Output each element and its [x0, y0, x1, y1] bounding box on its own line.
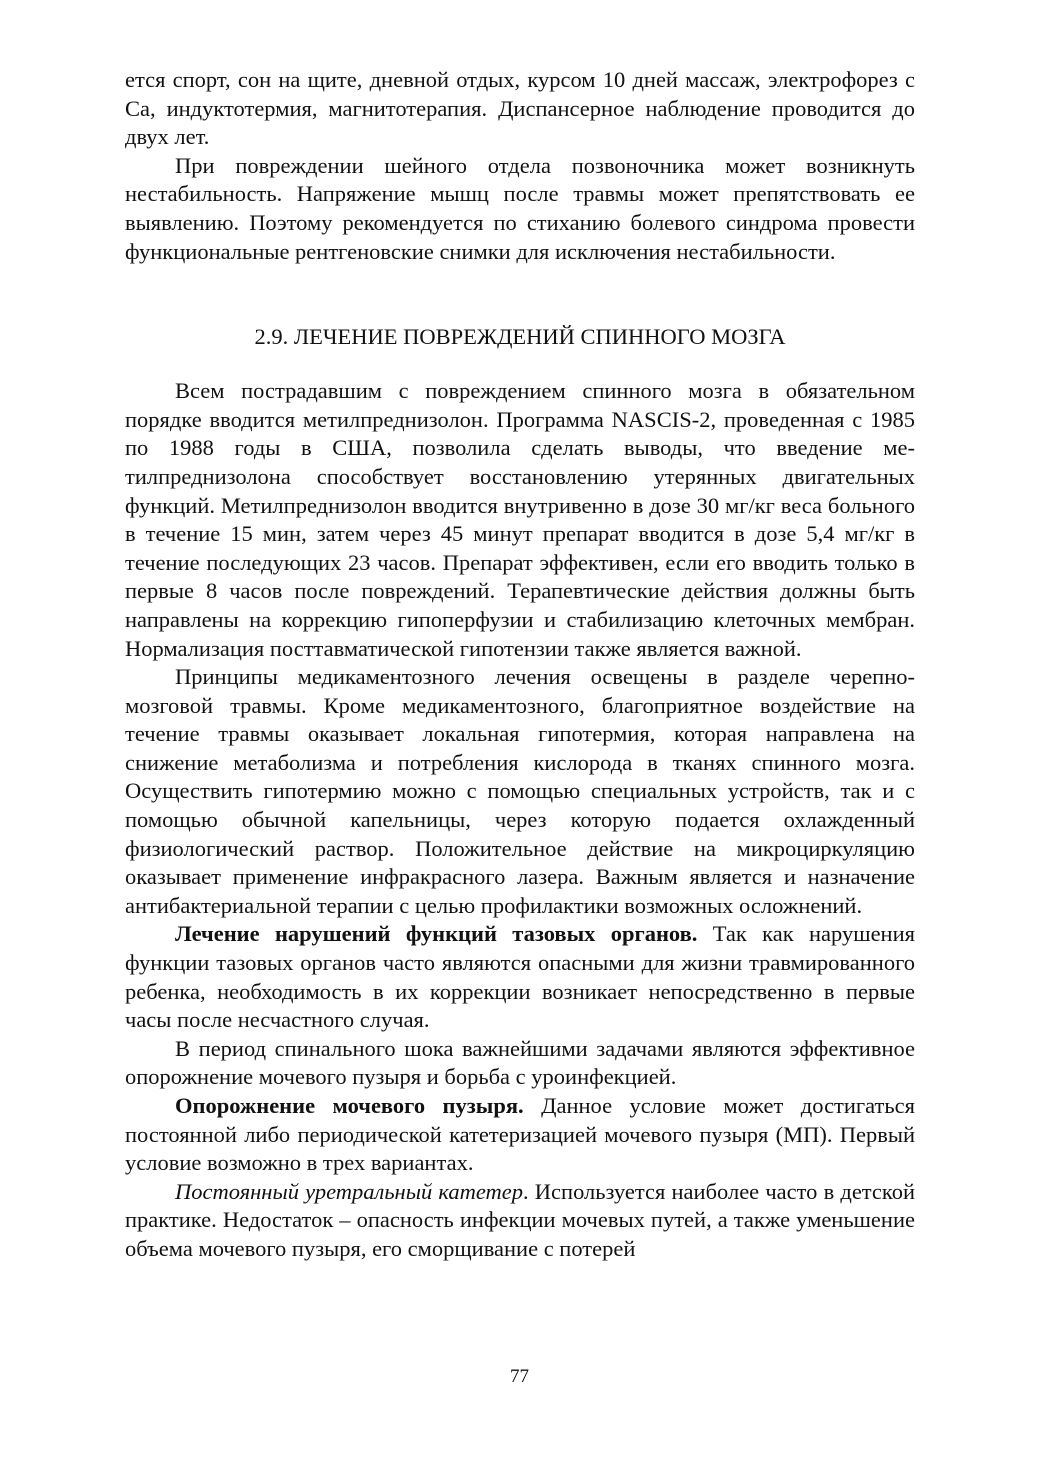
page-body — [125, 66, 915, 1264]
paragraph-5 — [125, 920, 915, 1034]
paragraph-1: ется спорт, сон на щите, дневной отдых, курсом 10 дней массаж, электрофорез с Са, индуктотермия, магнитотерапия. Диспансерное наблюдение проводится до двух лет. — [125, 67, 915, 150]
paragraph-8 — [125, 1178, 915, 1264]
paragraph-8-text: . Используется наиболее часто в детской практике. Недостаток – опасность инфекции мочевых путей, а также уменьшение объема мочевого пузыря, его сморщивание с потерей — [125, 1178, 915, 1261]
paragraph-8-lead: Постоянный уретральный катетер — [175, 1178, 524, 1204]
paragraph-7-text: Данное условие может достигаться постоянной либо периодической катетеризацией мочевого пузыря (МП). Первый условие возможно в трех вариантах. — [125, 1093, 915, 1176]
page-number: 77 — [510, 1366, 529, 1387]
paragraph-5-text: Так как нарушения функции тазовых органов часто являются опасными для жизни травмированного ребенка, необходимость в их коррекции возникает непосредственно в первые часы после несчастного случая. — [125, 921, 915, 1033]
paragraph-7 — [125, 1092, 915, 1178]
paragraph-3: Всем пострадавшим с повреждением спинного мозга в обязательном порядке вводится метилпреднизолон. Программа NASCIS-2, проведенная с 1985 по 1988 годы в США, позволила сделать выводы, что введение метилпреднизолона способствует восстановлению утерянных двигательных функций. Метилпреднизолон вводится внутривенно в дозе 30 мг/кг веса больного в течение 15 мин, затем через 45 минут препарат вводится в дозе 5,4 мг/кг в течение последующих 23 часов. Препарат эффективен, если его вводить только в первые 8 часов после повреждений. Терапевтические действия должны быть направлены на коррекцию гипоперфузии и стабилизацию клеточных мембран. Нормализация посттавматической гипотензии также является важной. — [125, 378, 915, 661]
paragraph-2: При повреждении шейного отдела позвоночника может возникнуть нестабильность. Напряжение мышц после травмы может препятствовать ее выявлению. Поэтому рекомендуется по стиханию болевого синдрома провести функциональные рентгеновские снимки для исключения нестабильности. — [125, 152, 915, 264]
section-title: 2.9. ЛЕЧЕНИЕ ПОВРЕЖДЕНИЙ СПИННОГО МОЗГА — [254, 324, 786, 350]
paragraph-6: В период спинального шока важнейшими задачами являются эффективное опорожнение мочевого пузыря и борьба с уроинфекцией. — [125, 1035, 915, 1090]
paragraph-7-lead: Опорожнение мочевого пузыря. — [175, 1093, 524, 1118]
paragraph-4: Принципы медикаментозного лечения освещены в разделе черепно-мозговой травмы. Кроме медикаментозного, благоприятное воздействие на течение травмы оказывает локальная гипотермия, которая направлена на снижение метаболизма и потребления кислорода в тканях спинного мозга. Осуществить гипотермию можно с помощью специальных устройств, так и с помощью обычной капельницы, через которую подается охлажденный физиологический раствор. Положительное действие на микроциркуляцию оказывает применение инфракрасного лазера. Важным является и назначение антибактериальной терапии с целью профилактики возможных осложнений. — [125, 664, 915, 918]
paragraph-5-lead: Лечение нарушений функций тазовых органов. — [175, 921, 698, 947]
